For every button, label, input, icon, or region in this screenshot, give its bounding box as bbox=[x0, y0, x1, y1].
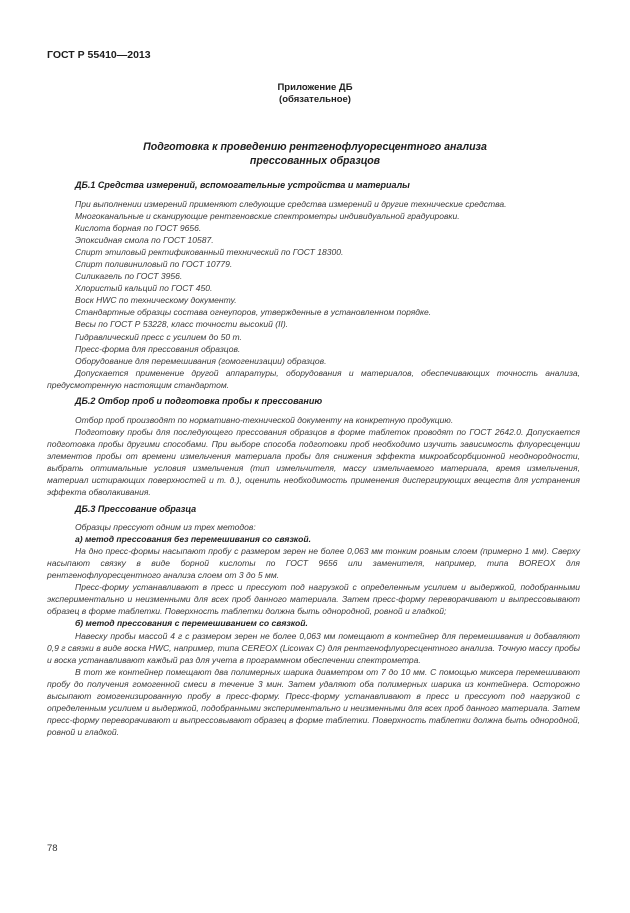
equipment-item: Стандартные образцы состава огнеупоров, утвержденные в установленном порядке. bbox=[75, 307, 432, 318]
document-header: ГОСТ Р 55410—2013 bbox=[47, 49, 151, 61]
section-heading-db3: ДБ.3 Прессование образца bbox=[75, 504, 197, 515]
document-body bbox=[47, 179, 580, 738]
method-a-paragraph: Пресс-форму устанавливают в пресс и прессуют под нагрузкой с определенным усилием и выдержкой, подобранными экспериментально и неизменными для всех проб данного материала. Затем пресс-форму переворачивают и выпрессовывают образец в форме таблетки. Поверхность таблетки должна быть однородной, ровной и гладкой; bbox=[47, 582, 580, 617]
page-number: 78 bbox=[47, 843, 58, 854]
appendix-status: (обязательное) bbox=[279, 94, 351, 105]
section1-intro: При выполнении измерений применяют следующие средства измерений и другие технические средства. bbox=[75, 199, 507, 209]
section2-paragraph: Подготовку пробы для последующего прессования образцов в форме таблеток проводят по ГОСТ 2642.0. Допускается подготовка пробы другими способами. При выборе способа подготовки проб необходимо изучить зависимость флуоресценции элементов пробы от времени измельчения материала пробы для снижения эффекта микроабсорбционной неоднородности, выбрать оптимальные условия измельчения (тип измельчителя, массу измельчаемого материала, время измельчения, материал истирающих поверхностей и т. д.), оценить необходимость применения диспергирующих веществ для устранения эффекта обволакивания. bbox=[47, 426, 580, 498]
equipment-item: Воск HWC по техническому документу. bbox=[75, 295, 237, 306]
method-a-paragraph: На дно пресс-формы насыпают пробу с размером зерен не более 0,063 мм тонким ровным слоем (примерно 1 мм). Сверху насыпают связку в виде борной кислоты по ГОСТ 9656 или заменителя, например, типа BOREOX для рентгенофлуоресцентного анализа слоем от 3 до 5 мм. bbox=[47, 546, 580, 581]
equipment-item: Хлористый кальций по ГОСТ 450. bbox=[75, 283, 213, 294]
document-title-line-2: прессованных образцов bbox=[249, 155, 381, 167]
section-heading-db1: ДБ.1 Средства измерений, вспомогательные устройства и материалы bbox=[75, 180, 410, 190]
equipment-item: Многоканальные и сканирующие рентгеновские спектрометры индивидуальной градуировки. bbox=[75, 211, 460, 222]
equipment-item: Эпоксидная смола по ГОСТ 10587. bbox=[75, 235, 214, 246]
method-b-title: б) метод прессования с перемешиванием со связкой. bbox=[75, 618, 308, 629]
document-title-line-1: Подготовка к проведению рентгенофлуоресцентного анализа bbox=[143, 141, 487, 153]
equipment-item: Силикагель по ГОСТ 3956. bbox=[75, 271, 183, 282]
equipment-item: Спирт этиловый ректификованный технический по ГОСТ 18300. bbox=[75, 247, 344, 258]
equipment-item: Пресс-форма для прессования образцов. bbox=[75, 343, 241, 354]
section-heading-db2: ДБ.2 Отбор проб и подготовка пробы к прессованию bbox=[75, 395, 323, 406]
appendix-heading bbox=[0, 82, 630, 106]
equipment-item: Весы по ГОСТ Р 53228, класс точности высокий (II). bbox=[75, 319, 289, 330]
method-b-paragraph: Навеску пробы массой 4 г с размером зерен не более 0,063 мм помещают в контейнер для перемешивания и добавляют 0,9 г связки в виде воска HWC, например, типа CEREOX (Licowax C) для рентгенофлуоресцентного анализа. Точную массу пробы и воска устанавливают каждый раз для учета в программном обеспечении спектрометра. bbox=[47, 630, 580, 665]
equipment-item: Спирт поливиниловый по ГОСТ 10779. bbox=[75, 259, 233, 270]
section3-intro: Образцы прессуют одним из трех методов: bbox=[75, 522, 256, 533]
section2-paragraph: Отбор проб производят по нормативно-технической документу на конкретную продукцию. bbox=[75, 414, 454, 425]
method-b-paragraph: В тот же контейнер помещают два полимерных шарика диаметром от 7 до 10 мм. С помощью миксера перемешивают пробу до получения гомогенной смеси в течение 3 мин. Затем удаляют оба полимерных шарика из контейнера. Осторожно высыпают гомогенизированную пробу в пресс-форму. Пресс-форму устанавливают в пресс и прессуют под нагрузкой с определенным усилием и выдержкой, подобранными экспериментально и неизменными для всех проб данного материала. Затем пресс-форму переворачивают и выпрессовывают образец в форме таблетки. Поверхность таблетки должна быть однородной, ровной и гладкой. bbox=[47, 666, 580, 737]
appendix-title: Приложение ДБ bbox=[277, 82, 353, 93]
equipment-item: Кислота борная по ГОСТ 9656. bbox=[75, 223, 202, 234]
equipment-item: Гидравлический пресс с усилием до 50 т. bbox=[75, 331, 242, 342]
equipment-item: Оборудование для перемешивания (гомогенизации) образцов. bbox=[75, 355, 327, 366]
equipment-note: Допускается применение другой аппаратуры, оборудования и материалов, обеспечивающих точность анализа, предусмотренную настоящим стандартом. bbox=[47, 367, 580, 390]
method-a-title: а) метод прессования без перемешивания со связкой. bbox=[75, 534, 311, 545]
document-title bbox=[0, 140, 630, 168]
